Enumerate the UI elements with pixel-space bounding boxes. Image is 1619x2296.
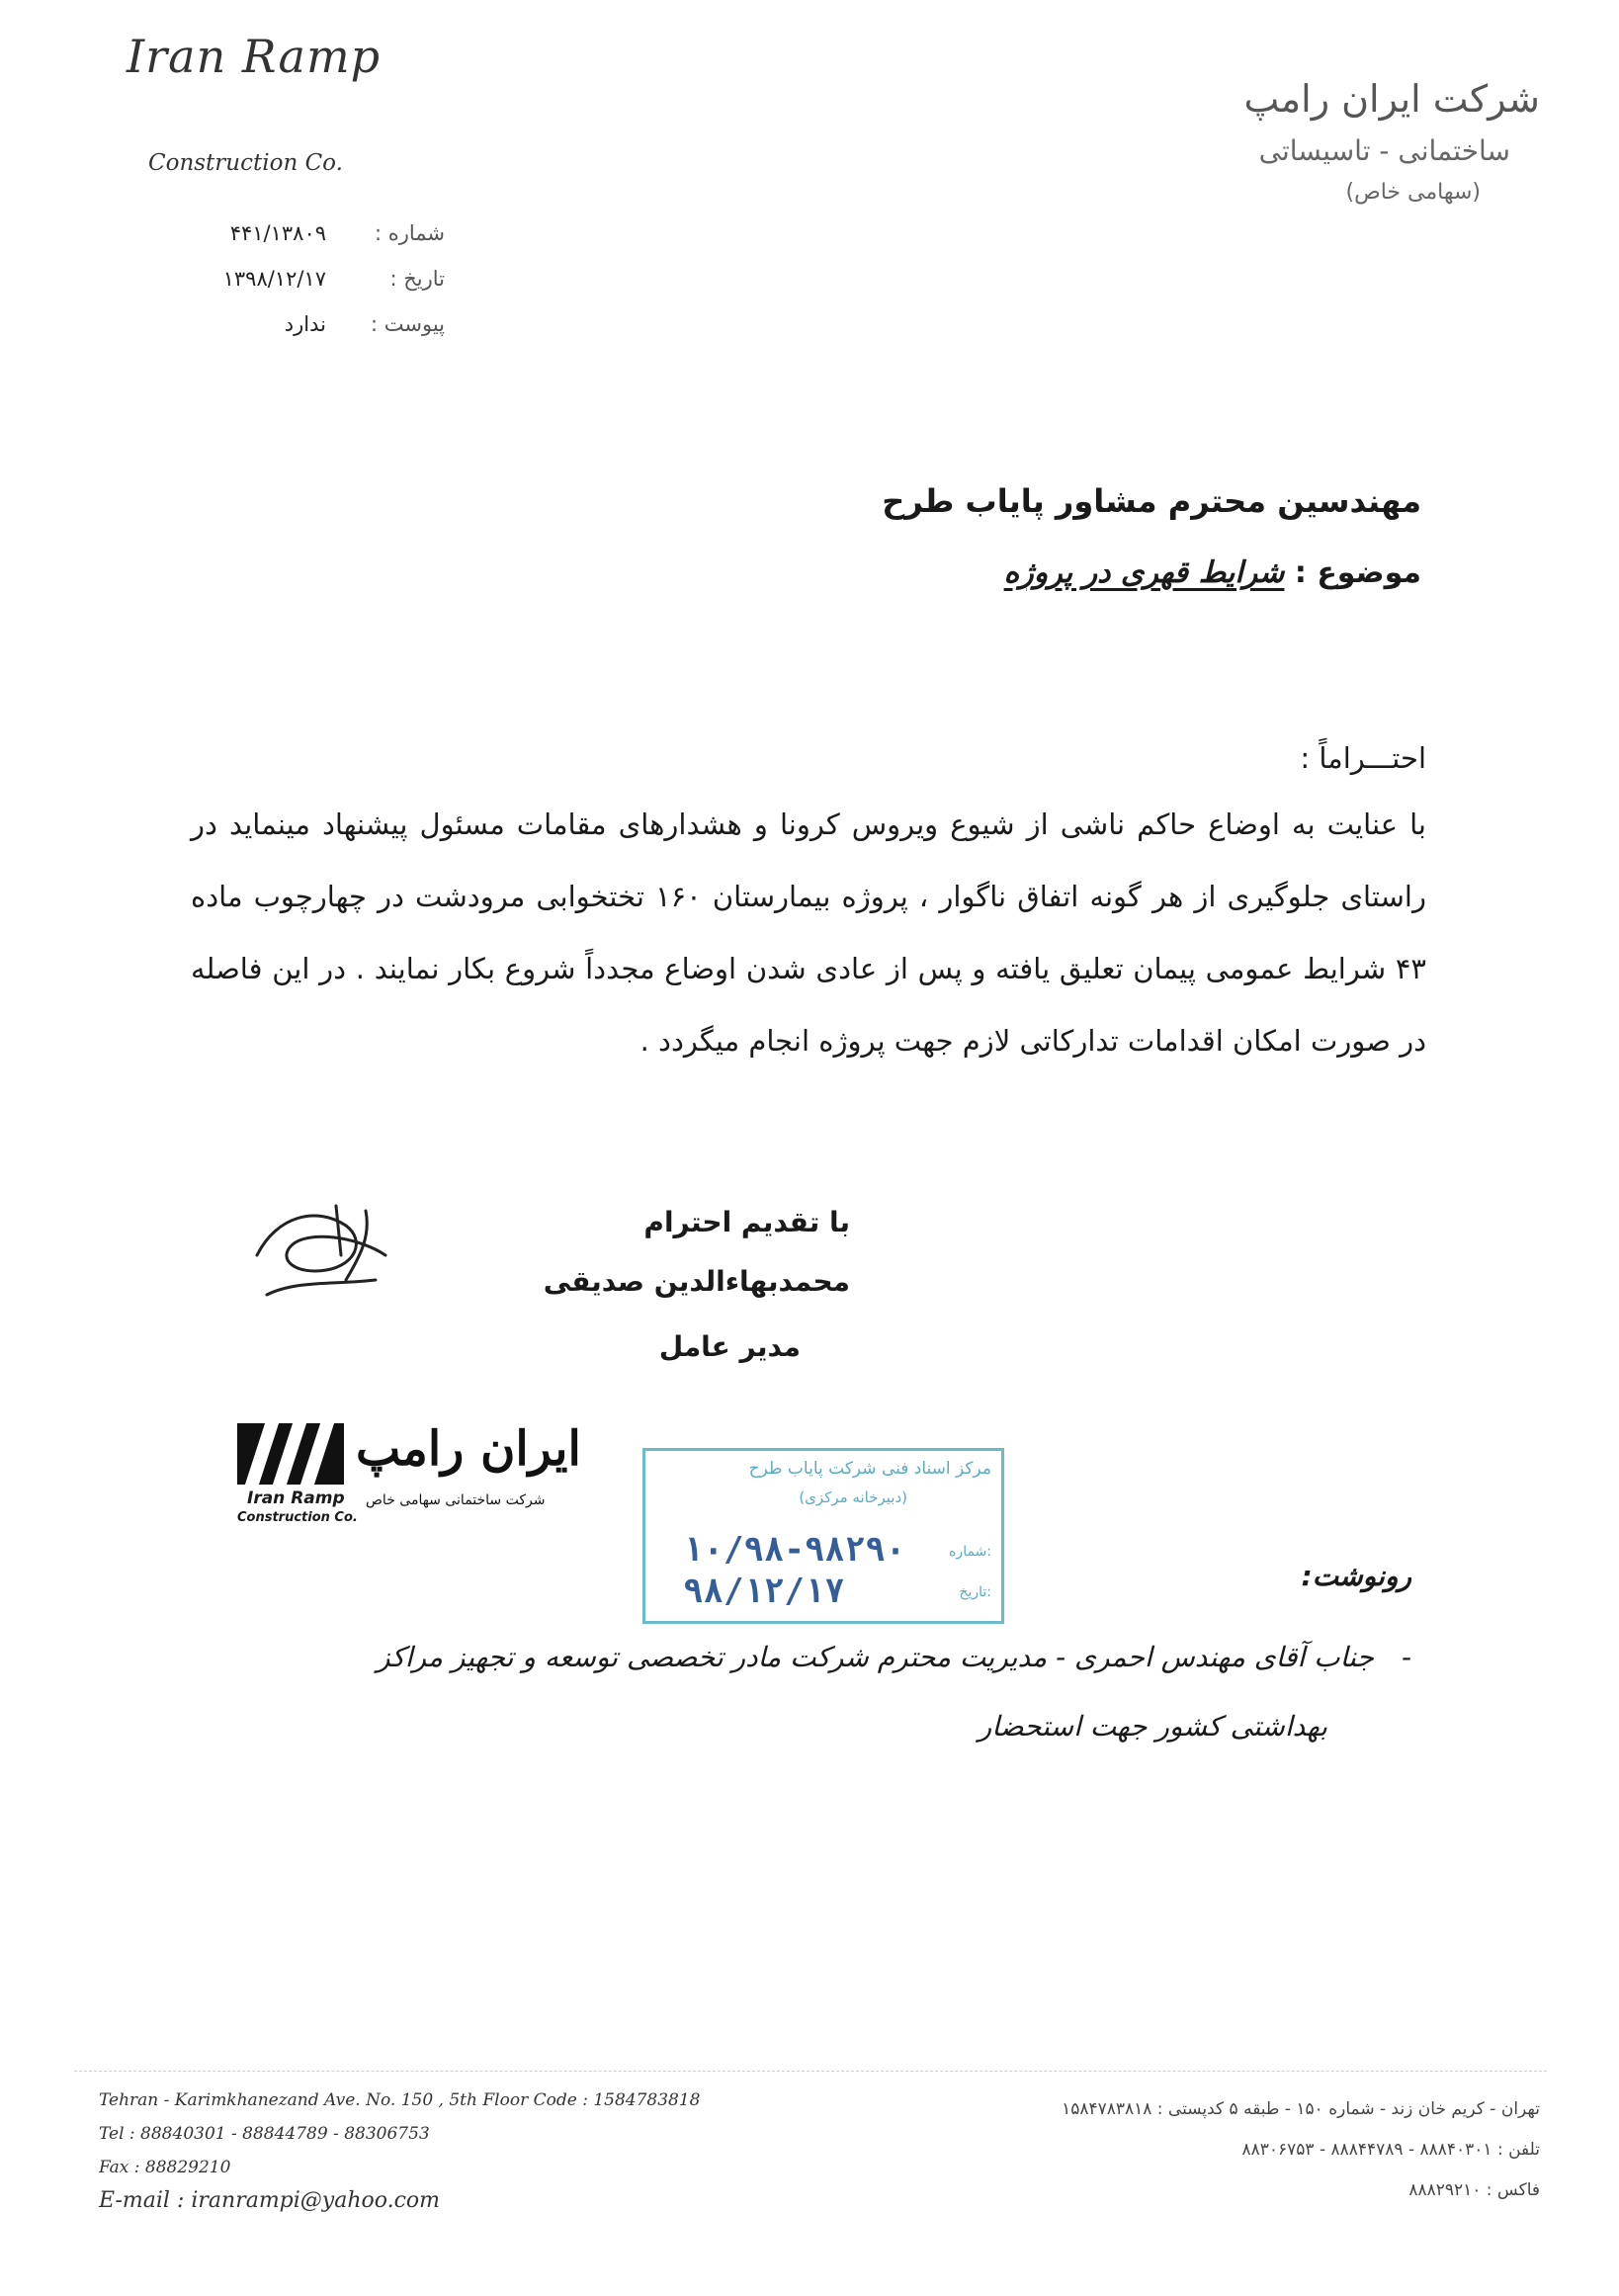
letter-attachment-label: پیوست : [371, 312, 445, 336]
letter-addressee: مهندسین محترم مشاور پایاب طرح [882, 482, 1421, 520]
stamp-date-label: تاریخ: [959, 1584, 991, 1600]
footer-divider [74, 2071, 1547, 2072]
letter-date-row [148, 267, 445, 306]
letter-salutation: احتـــراماً : [1300, 741, 1426, 775]
subject-value: شرایط قهری در پروژه [1003, 555, 1285, 590]
footer-tel-fa: تلفن : ۸۸۸۴۰۳۰۱ - ۸۸۸۴۴۷۸۹ - ۸۸۳۰۶۷۵۳ [1241, 2140, 1540, 2160]
letter-date-value: ۱۳۹۸/۱۲/۱۷ [222, 267, 326, 291]
letter-subject [1004, 555, 1421, 590]
letter-date-label: تاریخ : [389, 267, 445, 291]
company-logo-name-fa: ایران رامپ [356, 1421, 581, 1477]
footer-email-en: E-mail : iranrampi@yahoo.com [99, 2188, 441, 2213]
letter-attachment-row [148, 312, 445, 352]
signer-name: محمدبهاءالدین صدیقی [543, 1265, 850, 1298]
signature-closing: با تقدیم احترام [643, 1206, 850, 1238]
cc-line-1 [377, 1641, 1411, 1673]
stamp-number-value: ۱۰/۹۸-۹۸۲۹۰ [683, 1530, 906, 1570]
company-logo [237, 1423, 593, 1542]
subject-label: موضوع : [1294, 555, 1421, 590]
company-legal-fa: (سهامی خاص) [1345, 180, 1481, 205]
company-logo-name-en: Iran Ramp [247, 1488, 345, 1508]
cc-label: رونوشت: [1301, 1560, 1411, 1592]
company-logo-mark [237, 1423, 344, 1485]
cc-line-2: بهداشتی کشور جهت استحضار [978, 1710, 1327, 1743]
stamp-date-value: ۹۸/۱۲/۱۷ [683, 1572, 845, 1611]
signer-title: مدیر عامل [658, 1330, 801, 1363]
letter-number-value: ۴۴۱/۱۳۸۰۹ [229, 221, 326, 245]
letter-body: با عنایت به اوضاع حاکم ناشی از شیوع ویروس کرونا و هشدارهای مقامات مسئول پیشنهاد مینماید در راستای جلوگیری از هر گونه اتفاق ناگوار ، پروژه بیمارستان ۱۶۰ تختخوابی مرودشت در چهارچوب ماده ۴۳ شرایط عمومی پیمان تعلیق یافته و پس از عادی شدن اوضاع مجدداً شروع بکار نمایند . در این فاصله در صورت امکان اقدامات تدارکاتی لازم جهت پروژه انجام میگردد . [191, 808, 1426, 1058]
receipt-stamp [642, 1448, 1004, 1624]
cc-line-1-text: جناب آقای مهندس احمری - مدیریت محترم شرکت مادر تخصصی توسعه و تجهیز مراکز [376, 1641, 1374, 1673]
footer-fax-en: Fax : 88829210 [99, 2158, 231, 2177]
letter-attachment-value: ندارد [284, 312, 326, 336]
stamp-number-label: شماره: [949, 1544, 991, 1560]
cc-dash: - [1401, 1641, 1411, 1673]
company-logo-subtitle-en-small: Construction Co. [237, 1510, 358, 1525]
footer-address-en: Tehran - Karimkhanezand Ave. No. 150 , 5th Floor Code : 1584783818 [99, 2090, 701, 2110]
footer-fax-fa: فاکس : ۸۸۸۲۹۲۱۰ [1408, 2180, 1540, 2200]
company-type-fa: ساختمانی - تاسیساتی [1258, 134, 1510, 167]
company-logo-subtitle-fa: شرکت ساختمانی سهامی خاص [366, 1492, 546, 1508]
footer-contact-en [99, 2083, 712, 2218]
company-logo-subtitle-en: Construction Co. [148, 150, 343, 176]
stamp-title: مرکز اسناد فنی شرکت پایاب طرح [748, 1459, 991, 1479]
letter-number-label: شماره : [374, 221, 445, 245]
company-name-fa: شرکت ایران رامپ [1243, 77, 1540, 121]
stamp-subtitle: (دبیرخانه مرکزی) [799, 1488, 907, 1506]
footer-tel-en: Tel : 88840301 - 88844789 - 88306753 [99, 2124, 430, 2144]
footer-address-fa: تهران - کریم خان زند - شماره ۱۵۰ - طبقه ۵ کدپستی : ۱۵۸۴۷۸۳۸۱۸ [1062, 2099, 1540, 2119]
company-logo-text-en: Iran Ramp [127, 30, 382, 83]
letter-number-row [148, 221, 445, 261]
footer-contact-fa [947, 2089, 1540, 2211]
